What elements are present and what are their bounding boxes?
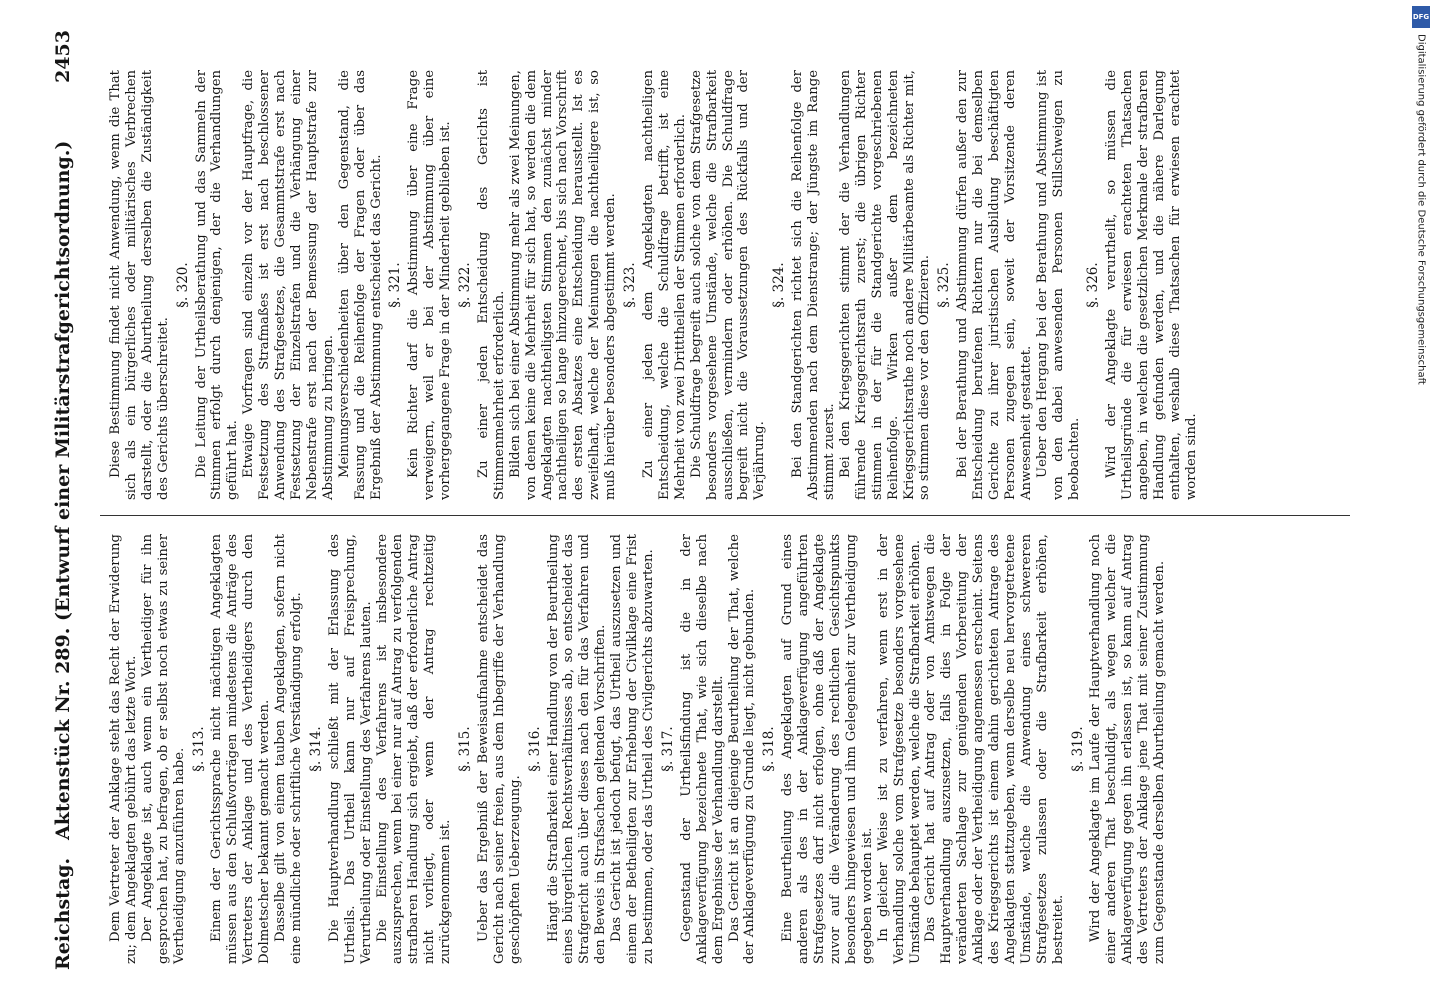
section-heading: §. 314. [307,726,324,772]
paragraph: Bei der Berathung und Abstimmung dürfen außer den zur Entscheidung berufenen Richtern nur die bei demselben Gerichte zu ihrer juristischen Ausbildung beschäftigten Personen zugegen sein, soweit der Vorsitzende deren Anwesenheit gestattet. [955,70,1034,500]
page-number: 2453 [52,30,74,83]
paragraph: In gleicher Weise ist zu verfahren, wenn erst in der Verhandlung solche vom Strafgesetze besonders vorgesehene Umstände behauptet werden, welche die Strafbarkeit erhöhen. [875,534,923,964]
page-header [52,30,92,970]
digitization-note [1412,34,1430,594]
paragraph: Die Schuldfrage begreift auch solche von dem Strafgesetze besonders vorgesehene Umstände, welche die Strafbarkeit ausschließen, vermindern oder erhöhen. Die Schuldfrage begreift nicht die Voraussetzungen des Rückfalls und der Verjährung. [688,70,768,500]
section-heading: §. 320. [174,262,191,308]
paragraph: Zu einer jeden dem Angeklagten nachtheiligen Entscheidung, welche die Schuldfrage betrifft, ist eine Mehrheit von zwei Dritttheilen der Stimmen erforderlich. [641,70,688,500]
column-divider [100,515,1350,516]
section-heading: §. 316. [526,726,543,772]
section-heading: §. 321. [387,262,404,308]
section-heading: §. 323. [622,262,639,308]
paragraph: Etwaige Vorfragen sind einzeln vor der Hauptfrage, die Festsetzung des Strafmaßes ist erst nach beschlossener Anwendung des Strafgesetzes, die Gesammtstrafe erst nach Festsetzung der Einzelstrafen und die Verhängung einer Nebenstrafe erst nach der Bemessung der Hauptstrafe zur Abstimmung zu bringen. [241,70,336,500]
section-heading: §. 326. [1085,262,1102,308]
paragraph: Diese Bestimmung findet nicht Anwendung, wenn die That sich als ein bürgerliches oder militärisches Verbrechen darstellt, oder die Aburtheilung derselben die Zuständigkeit des Gerichts überschreitet. [108,70,171,500]
section-heading: §. 313. [190,726,207,772]
paragraph: Bei den Standgerichten richtet sich die Reihenfolge der Abstimmenden nach dem Dienstrange; der Jüngste im Range stimmt zuerst. [790,70,837,500]
paragraph: Zu einer jeden Entscheidung des Gerichts ist Stimmenmehrheit erforderlich. [475,70,507,500]
dfg-logo: DFG [1412,6,1430,28]
header-reichstag: Reichstag. [52,857,74,970]
paragraph: Ueber das Ergebniß der Beweisaufnahme entscheidet das Gericht nach seiner freien, aus dem Inbegriffe der Verhandlung geschöpften Ueberzeugung. [475,534,523,964]
paragraph: Die Leitung der Urtheilsberathung und das Sammeln der Stimmen erfolgt durch denjenigen, der die Verhandlungen geführt hat. [193,70,241,500]
paragraph: Die Einstellung des Verfahrens ist insbesondere auszusprechen, wenn bei einer nur auf Antrag zu verfolgenden strafbaren Handlung sich ergiebt, daß der erforderliche Antrag nicht vorliegt, oder wenn der Antrag rechtzeitig zurückgenommen ist. [374,534,454,964]
left-column [108,534,1168,964]
paragraph: Wird der Angeklagte verurtheilt, so müssen die Urtheilsgründe die für erwiesen erachteten Thatsachen angeben, in welchen die gesetzlichen Merkmale der strafbaren Handlung gefunden werden, und die nähere Darlegung enthalten, weshalb diese Thatsachen für erwiesen erachtet worden sind. [1104,70,1199,500]
digitization-note-text: Digitalisierung gefördert durch die Deutsche Forschungsgemeinschaft [1415,34,1427,385]
paragraph: Bilden sich bei einer Abstimmung mehr als zwei Meinungen, von denen keine die Mehrheit für sich hat, so werden die dem Angeklagten nachtheiligsten Stimmen den zunächst minder nachtheiligen so lange hinzugerechnet, bis sich nach Vorschrift des ersten Absatzes eine Entscheidung herausstellt. Ist es zweifelhaft, welche der Meinungen die nachtheiligere ist, so muß hierüber besonders abgestimmt werden. [507,70,619,500]
paragraph: Das Gericht ist jedoch befugt, das Urtheil auszusetzen und einem der Betheiligten zur Erhebung der Civilklage eine Frist zu bestimmen, oder das Urtheil des Civilgerichts abzuwarten. [609,534,656,964]
paragraph: Gegenstand der Urtheilsfindung ist die in der Anklageverfügung bezeichnete That, wie sich dieselbe nach dem Ergebnisse der Verhandlung darstellt. [678,534,726,964]
section-heading: §. 322. [457,262,474,308]
section-heading: §. 315. [457,726,474,772]
header-title: Aktenstück Nr. 289. (Entwurf einer Militärstrafgerichtsordnung.) [52,140,74,840]
section-heading: §. 317. [659,726,676,772]
section-heading: §. 325. [936,262,953,308]
paragraph: Einem der Gerichtssprache nicht mächtigen Angeklagten müssen aus den Schlußvorträgen mindestens die Anträge des Vertreters der Anklage und des Vertheidigers durch den Dolmetscher bekannt gemacht werden. [209,534,273,964]
paragraph: Das Gericht hat auf Antrag oder von Amtswegen die Hauptverhandlung auszusetzen, falls dies in Folge der veränderten Sachlage zur genügenden Vorbereitung der Anklage oder der Vertheidigung angemessen erscheint. Seitens des Kriegsgerichts ist einem dahin gerichteten Antrage des Angeklagten stattzugeben, wenn derselbe neu hervorgetretene Umstände, welche die Anwendung eines schwereren Strafgesetzes zulassen oder die Strafbarkeit erhöhen, bestreitet. [923,534,1066,964]
paragraph: Meinungsverschiedenheiten über den Gegenstand, die Fassung und die Reihenfolge der Fragen oder über das Ergebniß der Abstimmung entscheidet das Gericht. [336,70,384,500]
paragraph: Wird der Angeklagte im Laufe der Hauptverhandlung noch einer anderen That beschuldigt, als wegen welcher die Anklageverfügung gegen ihn erlassen ist, so kann auf Antrag des Vertreters der Anklage jene That mit seiner Zustimmung zum Gegenstande derselben Aburtheilung gemacht werden. [1088,534,1168,964]
paragraph: Dasselbe gilt von einem tauben Angeklagten, sofern nicht eine mündliche oder schriftliche Verständigung erfolgt. [273,534,304,964]
section-heading: §. 319. [1069,726,1086,772]
paragraph: Ueber den Hergang bei der Berathung und Abstimmung ist von den dabei anwesenden Personen Stillschweigen zu beobachten. [1034,70,1082,500]
paragraph: Dem Vertreter der Anklage steht das Recht der Erwiderung zu; dem Angeklagten gebührt das letzte Wort. [108,534,139,964]
right-column [108,70,1200,500]
section-heading: §. 318. [761,726,778,772]
paragraph: Eine Beurtheilung des Angeklagten auf Grund eines anderen als des in der Anklageverfügung angeführten Strafgesetzes darf nicht erfolgen, ohne daß der Angeklagte zuvor auf die Veränderung des rechtlichen Gesichtspunkts besonders hingewiesen und ihm Gelegenheit zur Vertheidigung gegeben worden ist. [780,534,875,964]
paragraph: Hängt die Strafbarkeit einer Handlung von der Beurtheilung eines bürgerlichen Rechtsverhältnisses ab, so entscheidet das Strafgericht auch über dieses nach den für das Verfahren und den Beweis in Strafsachen geltenden Vorschriften. [545,534,609,964]
paragraph: Die Hauptverhandlung schließt mit der Erlassung des Urtheils. Das Urtheil kann nur auf Freisprechung, Verurtheilung oder Einstellung des Verfahrens lauten. [326,534,374,964]
paragraph: Der Angeklagte ist, auch wenn ein Vertheidiger für ihn gesprochen hat, zu befragen, ob er selbst noch etwas zu seiner Vertheidigung anzuführen habe. [139,534,187,964]
paragraph: Kein Richter darf die Abstimmung über eine Frage verweigern, weil er bei der Abstimmung über eine vorhergegangene Frage in der Minderheit geblieben ist. [406,70,454,500]
paragraph: Bei den Kriegsgerichten stimmt der die Verhandlungen führende Kriegsgerichtsrath zuerst; die übrigen Richter stimmen in der für die Standgerichte vorgeschriebenen Reihenfolge. Wirken außer dem bezeichneten Kriegsgerichtsrathe noch andere Militärbeamte als Richter mit, so stimmen diese vor den Offizieren. [837,70,933,500]
paragraph: Das Gericht ist an diejenige Beurtheilung der That, welche der Anklageverfügung zu Grunde liegt, nicht gebunden. [726,534,758,964]
section-heading: §. 324. [771,262,788,308]
